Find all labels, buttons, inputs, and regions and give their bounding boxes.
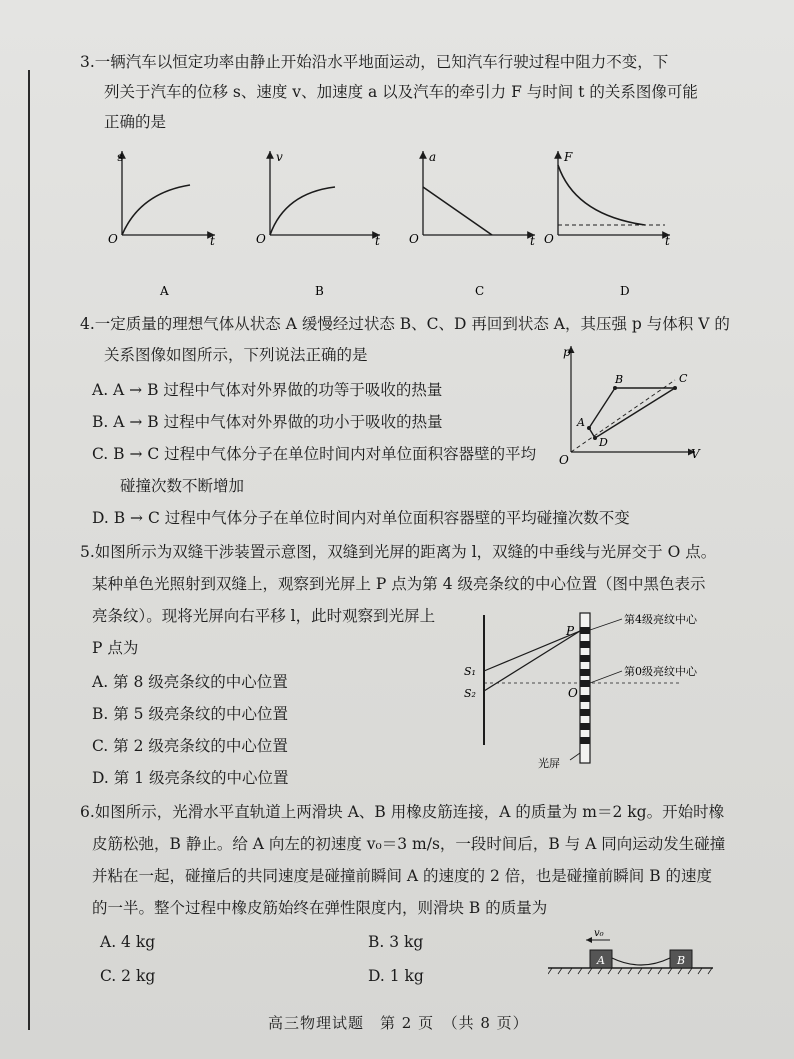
- q5-option-b: B. 第 5 级亮条纹的中心位置: [92, 705, 288, 723]
- graph-d-label: D: [620, 284, 630, 298]
- q6-stem-line3: 并粘在一起，碰撞后的共同速度是碰撞前瞬间 A 的速度的 2 倍，也是碰撞前瞬间 B 的速度: [92, 867, 713, 885]
- graph-a-x: t: [210, 234, 215, 248]
- pv-state-d: D: [599, 436, 608, 449]
- q3-stem-line3: 正确的是: [104, 113, 167, 131]
- q4-option-a: A. A → B 过程中气体对外界做的功等于吸收的热量: [92, 381, 443, 399]
- q5-stem-line1: 5.如图所示为双缝干涉装置示意图，双缝到光屏的距离为 l，双缝的中垂线与光屏交于 O 点。: [80, 543, 717, 561]
- pv-state-a: A: [577, 416, 585, 429]
- note-0th-fringe: 第0级亮纹中心: [624, 665, 697, 678]
- q6-sliders-diagram: [548, 924, 718, 984]
- slit-point-o: O: [568, 686, 578, 700]
- graph-b: [256, 150, 380, 298]
- slider-b-label: B: [677, 954, 686, 967]
- q4-pv-diagram: [555, 340, 705, 465]
- pv-p-axis: p: [563, 345, 571, 359]
- pv-origin: O: [559, 453, 569, 465]
- graph-c: [409, 150, 535, 298]
- slit-s1: S₁: [464, 665, 476, 678]
- q3-stem-line1: 3.一辆汽车以恒定功率由静止开始沿水平地面运动，已知汽车行驶过程中阻力不变，下: [80, 53, 669, 71]
- q6-option-d: D. 1 kg: [368, 967, 424, 985]
- graph-c-x: t: [530, 234, 535, 248]
- graph-d: [544, 150, 670, 298]
- q4-option-c-line2: 碰撞次数不断增加: [120, 477, 245, 495]
- q6-stem-line4: 的一半。整个过程中橡皮筋始终在弹性限度内，则滑块 B 的质量为: [92, 899, 548, 917]
- graph-c-origin: O: [409, 232, 419, 246]
- q6-option-b: B. 3 kg: [368, 933, 424, 951]
- graph-c-label: C: [475, 284, 485, 298]
- q6-option-a: A. 4 kg: [100, 933, 156, 951]
- graph-d-x: t: [665, 234, 670, 248]
- v0-label: v₀: [594, 928, 604, 939]
- page-footer: 高三物理试题 第 2 页 （共 8 页）: [268, 1014, 529, 1032]
- q5-option-a: A. 第 8 级亮条纹的中心位置: [92, 673, 288, 691]
- graph-b-x: t: [375, 234, 380, 248]
- slit-s2: S₂: [464, 687, 476, 700]
- slider-a-label: A: [597, 954, 605, 967]
- pv-state-c: C: [679, 372, 688, 385]
- q5-stem-line3: 亮条纹）。现将光屏向右平移 l，此时观察到光屏上: [92, 607, 436, 625]
- pv-state-b: B: [615, 373, 624, 386]
- slit-point-p: P: [566, 624, 575, 638]
- screen-label: 光屏: [538, 757, 560, 770]
- q5-double-slit-diagram: [440, 605, 740, 775]
- graph-c-y: a: [429, 150, 437, 164]
- q6-stem-line1: 6.如图所示，光滑水平直轨道上两滑块 A、B 用橡皮筋连接，A 的质量为 m＝2 kg。开始时橡: [80, 803, 725, 821]
- binding-margin-line: [28, 70, 30, 1030]
- graph-b-origin: O: [256, 232, 266, 246]
- graph-a-label: A: [160, 284, 169, 298]
- graph-a: [108, 150, 215, 298]
- q3-stem-line2: 列关于汽车的位移 s、速度 v、加速度 a 以及汽车的牵引力 F 与时间 t 的关系图像可能: [104, 83, 698, 101]
- note-4th-fringe: 第4级亮纹中心: [624, 613, 697, 626]
- q4-stem-line2: 关系图像如图所示，下列说法正确的是: [104, 346, 368, 364]
- graph-d-y: F: [564, 150, 573, 164]
- graph-a-y: s: [117, 150, 124, 164]
- q4-option-d: D. B → C 过程中气体分子在单位时间内对单位面积容器壁的平均碰撞次数不变: [92, 509, 630, 527]
- q5-option-d: D. 第 1 级亮条纹的中心位置: [92, 769, 289, 787]
- q5-stem-line2: 某种单色光照射到双缝上，观察到光屏上 P 点为第 4 级亮条纹的中心位置（图中黑色表示: [92, 575, 706, 593]
- pv-v-axis: V: [691, 447, 700, 461]
- q3-graphs: [80, 145, 680, 300]
- q4-stem-line1: 4.一定质量的理想气体从状态 A 缓慢经过状态 B、C、D 再回到状态 A，其压强 p 与体积 V 的: [80, 315, 730, 333]
- q5-option-c: C. 第 2 级亮条纹的中心位置: [92, 737, 288, 755]
- q5-stem-line4: P 点为: [92, 639, 139, 657]
- q4-option-b: B. A → B 过程中气体对外界做的功小于吸收的热量: [92, 413, 443, 431]
- graph-b-label: B: [315, 284, 324, 298]
- graph-a-origin: O: [108, 232, 118, 246]
- graph-d-origin: O: [544, 232, 554, 246]
- graph-b-y: v: [276, 150, 283, 164]
- q6-option-c: C. 2 kg: [100, 967, 156, 985]
- q6-stem-line2: 皮筋松弛，B 静止。给 A 向左的初速度 v₀＝3 m/s，一段时间后，B 与 A 同向运动发生碰撞: [92, 835, 726, 853]
- q4-option-c-line1: C. B → C 过程中气体分子在单位时间内对单位面积容器壁的平均: [92, 445, 537, 463]
